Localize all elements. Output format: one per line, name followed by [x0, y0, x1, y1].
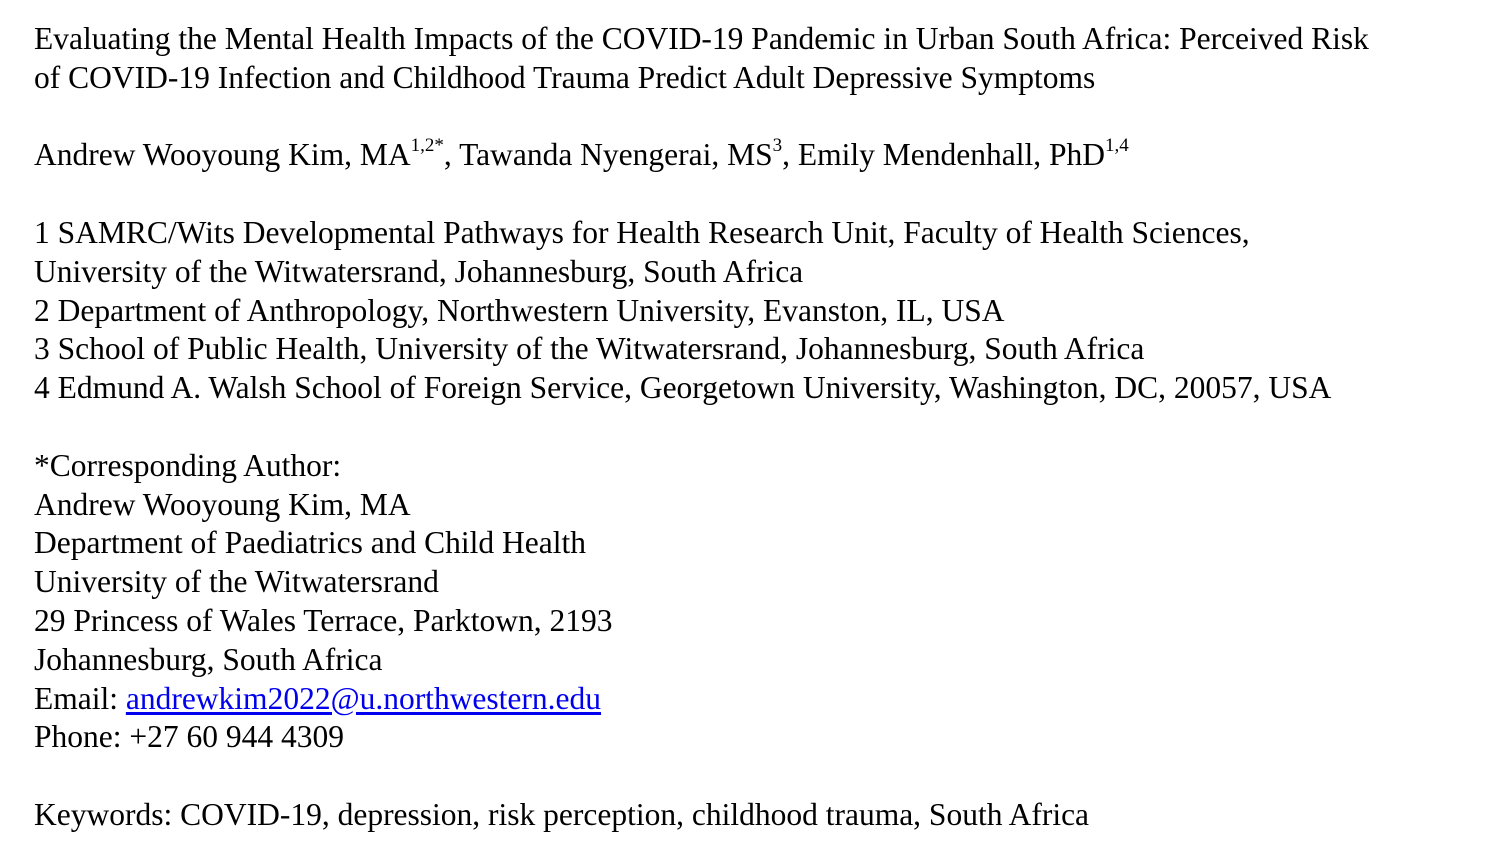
corresponding-author-name: Andrew Wooyoung Kim, MA [34, 486, 411, 522]
email-line [34, 680, 1494, 719]
keywords-line: Keywords: COVID-19, depression, risk perception, childhood trauma, South Africa [34, 796, 1090, 832]
affiliation-4: 4 Edmund A. Walsh School of Foreign Service, Georgetown University, Washington, DC, 20057, USA [34, 370, 1332, 406]
author-affiliation-marker: 1,4 [1105, 135, 1129, 157]
author-name: Andrew Wooyoung Kim, MA [34, 137, 411, 173]
author-affiliation-marker: 3 [772, 135, 783, 157]
author-affiliation-marker: 1,2* [410, 135, 444, 157]
author-separator: , [782, 137, 798, 173]
corresponding-author-street: 29 Princess of Wales Terrace, Parktown, 2193 [34, 602, 613, 638]
corresponding-author-department: Department of Paediatrics and Child Health [34, 525, 586, 561]
paper-title-line-2: of COVID-19 Infection and Childhood Trauma Predict Adult Depressive Symptoms [34, 59, 1096, 95]
email-label: Email: [34, 680, 126, 716]
title-page [34, 20, 1494, 835]
author-name: Tawanda Nyengerai, MS [459, 137, 773, 173]
spacer [34, 98, 1494, 137]
corresponding-author-city: Johannesburg, South Africa [34, 641, 383, 677]
paper-title-line-1: Evaluating the Mental Health Impacts of the COVID-19 Pandemic in Urban South Africa: Perceived Risk [34, 21, 1369, 56]
spacer [34, 408, 1494, 447]
affiliation-1-line-2: University of the Witwatersrand, Johannesburg, South Africa [34, 253, 804, 289]
corresponding-author-university: University of the Witwatersrand [34, 564, 439, 600]
author-name: Emily Mendenhall, PhD [797, 137, 1105, 173]
spacer [34, 757, 1494, 796]
email-link[interactable]: andrewkim2022@u.northwestern.edu [125, 680, 602, 716]
affiliation-1-line-1: 1 SAMRC/Wits Developmental Pathways for Health Research Unit, Faculty of Health Sciences, [34, 214, 1250, 250]
corresponding-author-heading: *Corresponding Author: [34, 447, 342, 483]
phone-line: Phone: +27 60 944 4309 [34, 719, 345, 755]
spacer [34, 175, 1494, 214]
author-list [34, 136, 1494, 175]
affiliation-3: 3 School of Public Health, University of the Witwatersrand, Johannesburg, South Africa [34, 331, 1145, 367]
author-separator: , [443, 137, 460, 173]
affiliation-2: 2 Department of Anthropology, Northwestern University, Evanston, IL, USA [34, 292, 1005, 328]
